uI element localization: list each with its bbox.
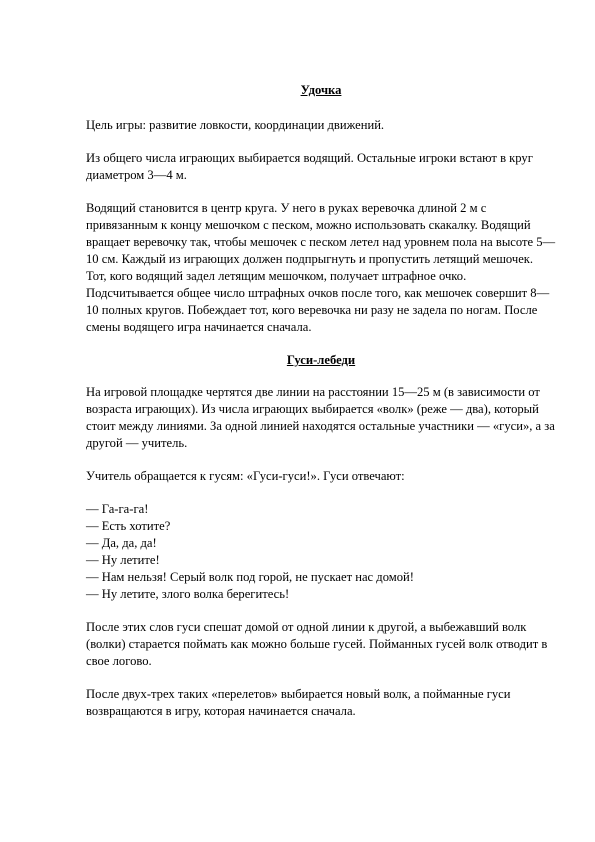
- game-goal-paragraph: Цель игры: развитие ловкости, координации движений.: [86, 118, 385, 132]
- dialog-line: — Ну летите, злого волка берегитесь!: [86, 587, 290, 601]
- gusi-paragraph-3: После этих слов гуси спешат домой от одной линии к другой, а выбежавший волк (волки) старается поймать как можно больше гусей. Пойманных гусей волк отводит в свое логово.: [86, 620, 548, 668]
- dialog-line: — Га-га-га!: [86, 502, 149, 516]
- dialog-line: — Нам нельзя! Серый волк под горой, не пускает нас домой!: [86, 570, 414, 584]
- section-title-udochka: Удочка: [300, 83, 342, 97]
- udochka-paragraph-1: Из общего числа играющих выбирается водящий. Остальные игроки встают в круг диаметром 3—4 м.: [86, 151, 533, 182]
- gusi-paragraph-1: На игровой площадке чертятся две линии на расстоянии 15—25 м (в зависимости от возраста играющих). Из числа играющих выбирается «волк» (реже — два), который стоит между линиями. За одной линией находятся остальные участники — «гуси», а за другой — учитель.: [86, 385, 555, 450]
- dialog-list: [86, 501, 556, 603]
- gusi-paragraph-4: После двух-трех таких «перелетов» выбирается новый волк, а пойманные гуси возвращаются в игру, которая начинается сначала.: [86, 687, 511, 718]
- udochka-paragraph-2: Водящий становится в центр круга. У него в руках веревочка длиной 2 м с привязанным к концу мешочком с песком, можно использовать скакалку. Водящий вращает веревочку так, чтобы мешочек с песком летел над уровнем пола на высоте 5—10 см. Каждый из играющих должен подпрыгнуть и пропустить летящий мешочек. Тот, кого водящий задел летящим мешочком, получает штрафное очко. Подсчитывается общее число штрафных очков после того, как мешочек совершит 8—10 полных кругов. Побеждает тот, кого веревочка ни разу не задела по ногам. После смены водящего игра начинается сначала.: [86, 201, 556, 334]
- document-body: [86, 82, 556, 736]
- section-title-gusi-lebedi: Гуси-лебеди: [286, 353, 356, 367]
- dialog-line: — Ну летите!: [86, 553, 160, 567]
- gusi-paragraph-2: Учитель обращается к гусям: «Гуси-гуси!». Гуси отвечают:: [86, 469, 405, 483]
- dialog-line: — Есть хотите?: [86, 519, 171, 533]
- dialog-line: — Да, да, да!: [86, 536, 157, 550]
